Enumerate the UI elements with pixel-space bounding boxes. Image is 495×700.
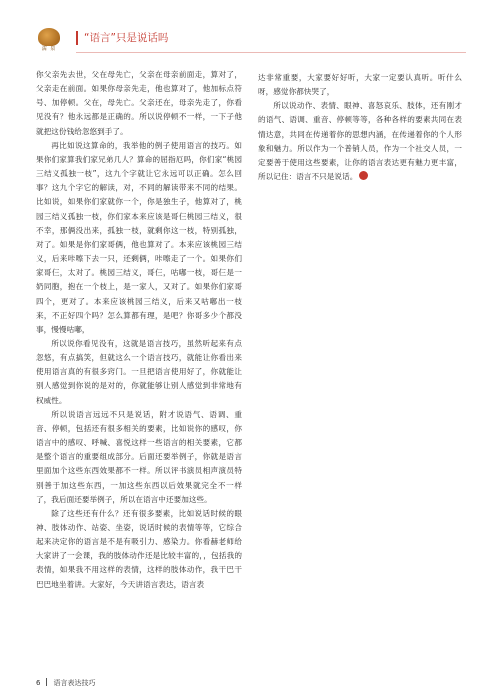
page-header: [36, 28, 466, 56]
page-number: 6: [36, 679, 41, 687]
section-title: “语言”只是说话吗: [76, 31, 168, 45]
page-footer: [36, 678, 95, 688]
logo-emblem-icon: [38, 28, 60, 46]
header-divider: [76, 52, 466, 53]
magazine-logo: [36, 28, 62, 54]
right-text-column: [258, 71, 462, 184]
article-end-icon: [359, 171, 368, 180]
paragraph: 除了这些还有什么？还有很多要素，比如说话时候的眼神、肢体动作、站姿、坐姿，说话时候的表情等等，它综合起来决定你的语言是不是有吸引力、感染力。你看赫老师给大家讲了一会课，我的肢体动作还是比较丰富的，，包括我的表情，如果我不用这样的表情，这样的肢体动作，我干巴干巴巴地坐着讲。大家好，今天讲语言表达，语言表: [36, 508, 242, 589]
left-text-column: [36, 68, 242, 592]
paragraph: 达非常重要，大家要好好听，大家一定要认真听。听什么呀，感觉你都快哭了，: [258, 73, 462, 97]
footer-divider: [46, 678, 47, 686]
paragraph-text: 所以说动作、表情、眼神、喜怒哀乐、肢体，还有刚才的语气、语调、重音、停顿等等，各种各样的要素共同在表情达意，共同在传递着你的思想内涵，在传递着你的个人形象和魅力。所以作为一个普销人员，作为一个社交人员，一定要善于使用这些要素，让你的语言表达更有魅力更丰富，所以记住：语言不只是说话。: [258, 101, 462, 182]
paragraph-last: [258, 99, 462, 184]
paragraph: 所以说语言远远不只是说话，附才说语气、语调、重音、停顿，包括还有很多相关的要素，比如说你的感叹，你语言中的感叹、呼喊、喜悦这样一些语言的相关要素，它都是整个语言的重要组成部分。后面还要举例子，你就是语言里面加个这些东西效果都不一样。所以评书演员相声演员特别善于加这些东西，一加这些东西以后效果就完全不一样了，我后面还要举例子，所以在语言中还要加这些。: [36, 409, 242, 504]
paragraph: 再比如说这算命的，我举他的例子使用语言的技巧。如果你们家算我们家兄弟几人？算命的屈指厄吗，你们家“桃园三结义孤独一枝”，这九个字就让它永远可以正确。怎么回事？这九个字它的解读，对，不同的解读带来不同的结果。比如说，如果你们家就你一个，你是独生子，他算对了，桃园三结义孤独一枝，你们家本来应该是哥仨桃园三结义，很不幸，那俩没出来，孤独一枝，就剩你这一枝，特别孤独，对了。如果是你们家哥俩，他也算对了。本来应该桃园三结义，后来咔嚓下去一只，还剩俩，咔嚓走了一个。如果你们家哥仨，太对了。桃园三结义，哥仨，咕嘟一枝，哥仨是一奶同胞，抱在一个枝上，是一家人，又对了。如果你们家哥四个，更对了。本来应该桃园三结义，后来又咕嘟出一枝来，不正好四个吗？怎么算都有理，是吧？你哥多少个都没事，慢慢咕嘟，: [36, 140, 242, 334]
footer-section-name: 语言表达技巧: [53, 679, 96, 687]
logo-text: 濡 泉: [41, 46, 57, 52]
paragraph: 你父亲先去世，父在母先亡，父亲在母亲前面走，算对了，父亲走在前面。如果你母亲先走，他也算对了，他加标点符号、加停顿。父在，母先亡。父亲还在，母亲先走了，你看见没有？他永远都是正确的。所以说停顿不一样，一下子他就把这份钱给忽悠到手了。: [36, 70, 242, 136]
paragraph: 所以说你看见没有，这就是语言技巧，虽然听起来有点忽悠，有点搞笑，但就这么一个语言技巧，就能让你看出来使用语言真的有很多窍门。一旦把语言使用好了，你就能让别人感觉到你说的是对的，你就能够让别人感觉到非常地有权威性。: [36, 338, 242, 405]
